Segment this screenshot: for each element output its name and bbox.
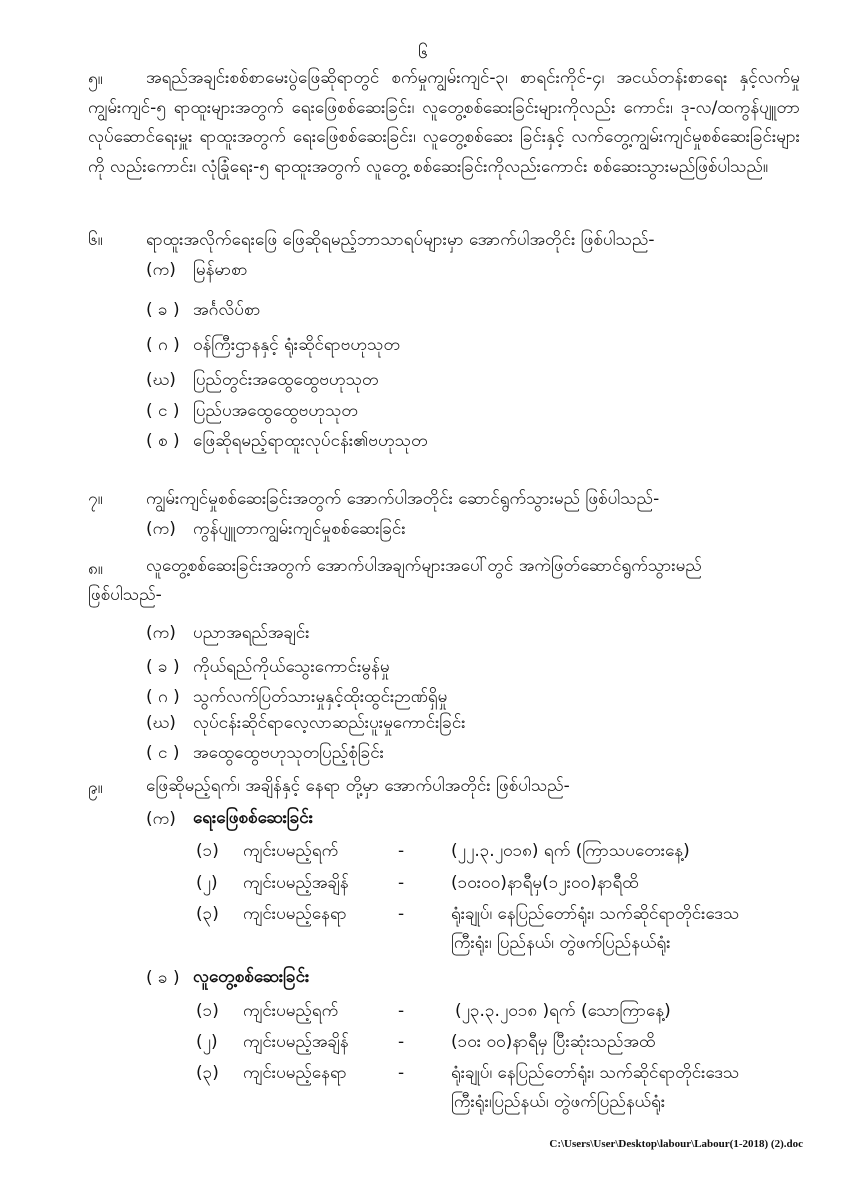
row-key: ကျင်းပမည့်အချိန် bbox=[243, 1032, 349, 1052]
list-item: သွက်လက်ပြတ်သားမှုနှင့်ထိုးထွင်းဉာဏ်ရှိမှု bbox=[193, 687, 448, 707]
row-key: ကျင်းပမည့်နေရာ bbox=[243, 904, 347, 924]
list-item: အင်္ဂလိပ်စာ bbox=[193, 300, 261, 320]
row-dash: - bbox=[398, 873, 405, 893]
para8-text-cont: ဖြစ်ပါသည်- bbox=[88, 585, 162, 605]
para9-number: ၉။ bbox=[88, 778, 103, 798]
row-dash: - bbox=[398, 1032, 405, 1052]
list-item-label: ( င ) bbox=[146, 743, 180, 763]
row-value-cont: ကြီးရုံး၊ ပြည်နယ်၊ တွဲဖက်ပြည်နယ်ရုံး bbox=[451, 933, 671, 953]
list-item-label: (ဃ) bbox=[146, 713, 176, 733]
row-key: ကျင်းပမည့်ရက် bbox=[243, 1001, 339, 1021]
list-item-label: ( စ ) bbox=[146, 431, 180, 451]
row-label: (၃) bbox=[196, 904, 219, 924]
list-item-label: ( ဂ ) bbox=[146, 687, 180, 707]
para6-text: ရာထူးအလိုက်ရေးဖြေ ဖြေဆိုရမည့်ဘာသာရပ်များမှာ အောက်ပါအတိုင်း ဖြစ်ပါသည်- bbox=[146, 230, 655, 250]
list-item: ကိုယ်ရည်ကိုယ်သွေးကောင်းမွန်မှု bbox=[193, 657, 390, 677]
list-item: ပြည်ပအထွေထွေဗဟုသုတ bbox=[193, 401, 358, 421]
list-item-label: ( ခ ) bbox=[146, 657, 180, 677]
list-item: လုပ်ငန်းဆိုင်ရာလေ့လာဆည်းပူးမှုကောင်းခြင်း bbox=[193, 713, 466, 733]
row-dash: - bbox=[398, 1063, 405, 1083]
para5-text: အရည်အချင်းစစ်စာမေးပွဲဖြေဆိုရာတွင် စက်မှုကျွမ်းကျင်-၃၊ စာရင်းကိုင်-၄၊ အငယ်တန်းစာရေး နှင့်လက်မှုကျွမ်းကျင်-၅ ရာထူးများအတွက် ရေးဖြေစစ်ဆေးခြင်း၊ လူတွေ့စစ်ဆေးခြင်းများကိုလည်း ကောင်း၊ ဒု-လ/ထကွန်ပျူတာလုပ်ဆောင်ရေးမှူး ရာထူးအတွက် ရေးဖြေစစ်ဆေးခြင်း၊ လူတွေ့စစ်ဆေး ခြင်းနှင့် လက်တွေ့ကျွမ်းကျင်မှုစစ်ဆေးခြင်းများကို လည်းကောင်း၊ လုံခြုံရေး-၅ ရာထူးအတွက် လူတွေ့ စစ်ဆေးခြင်းကိုလည်းကောင်း စစ်ဆေးသွားမည်ဖြစ်ပါသည်။ bbox=[88, 68, 800, 177]
row-value: (၂၃.၃.၂၀၁၈ )ရက် (သောကြာနေ့) bbox=[455, 1001, 671, 1021]
para8-number: ၈။ bbox=[88, 559, 103, 579]
para7-text: ကျွမ်းကျင်မှုစစ်ဆေးခြင်းအတွက် အောက်ပါအတိုင်း ဆောင်ရွက်သွားမည် ဖြစ်ပါသည်- bbox=[146, 489, 660, 509]
row-key: ကျင်းပမည့်ရက် bbox=[243, 841, 339, 861]
list-item: ကွန်ပျူတာကျွမ်းကျင်မှုစစ်ဆေးခြင်း bbox=[193, 519, 406, 539]
para6-number: ၆။ bbox=[88, 230, 103, 250]
section-title: လူတွေ့စစ်ဆေးခြင်း bbox=[193, 967, 310, 987]
row-label: (၁) bbox=[196, 841, 219, 861]
para7-number: ၇။ bbox=[88, 489, 103, 509]
list-item: ဝန်ကြီးဌာနနှင့် ရုံးဆိုင်ရာဗဟုသုတ bbox=[193, 335, 401, 355]
row-key: ကျင်းပမည့်အချိန် bbox=[243, 873, 349, 893]
list-item-label: ( ဂ ) bbox=[146, 335, 180, 355]
row-dash: - bbox=[398, 904, 405, 924]
section-label: ( ခ ) bbox=[146, 968, 180, 988]
row-value: (၁၀း၀၀)နာရီမှ(၁၂း၀၀)နာရီထိ bbox=[451, 873, 639, 893]
list-item-label: (က) bbox=[146, 623, 176, 643]
list-item: မြန်မာစာ bbox=[193, 260, 248, 280]
row-value-cont: ကြီးရုံး၊ပြည်နယ်၊ တွဲဖက်ပြည်နယ်ရုံး bbox=[451, 1092, 666, 1112]
row-label: (၁) bbox=[196, 1001, 219, 1021]
list-item: ပြည်တွင်းအထွေထွေဗဟုသုတ bbox=[193, 370, 379, 390]
para5-number: ၅။ bbox=[88, 69, 103, 89]
row-value: ရုံးချုပ်၊ နေပြည်တော်ရုံး၊ သက်ဆိုင်ရာတိုင်းဒေသ bbox=[451, 1063, 740, 1083]
page-number: ၆ bbox=[418, 42, 429, 63]
list-item: ပညာအရည်အချင်း bbox=[193, 623, 310, 643]
list-item: ဖြေဆိုရမည့်ရာထူးလုပ်ငန်း၏ဗဟုသုတ bbox=[193, 431, 428, 451]
para8-text: လူတွေ့စစ်ဆေးခြင်းအတွက် အောက်ပါအချက်များအပေါ်တွင် အကဲဖြတ်ဆောင်ရွက်သွားမည် bbox=[146, 556, 702, 576]
section-title: ရေးဖြေစစ်ဆေးခြင်း bbox=[193, 808, 314, 828]
row-value: (၂၂.၃.၂၀၁၈) ရက် (ကြာသပတေးနေ့) bbox=[451, 841, 690, 861]
list-item-label: (က) bbox=[146, 519, 176, 539]
list-item-label: (က) bbox=[146, 260, 176, 280]
row-dash: - bbox=[398, 1001, 405, 1021]
list-item-label: (ဃ) bbox=[146, 370, 176, 390]
list-item: အထွေထွေဗဟုသုတပြည့်စုံခြင်း bbox=[193, 743, 384, 763]
row-value: ရုံးချုပ်၊ နေပြည်တော်ရုံး၊ သက်ဆိုင်ရာတိုင်းဒေသ bbox=[451, 904, 740, 924]
list-item-label: ( ခ ) bbox=[146, 300, 180, 320]
para9-text: ဖြေဆိုမည့်ရက်၊ အချိန်နှင့် နေရာ တို့မှာ အောက်ပါအတိုင်း ဖြစ်ပါသည်- bbox=[146, 776, 570, 796]
row-label: (၃) bbox=[196, 1063, 219, 1083]
row-label: (၂) bbox=[196, 1032, 218, 1052]
section-label: (က) bbox=[146, 809, 176, 829]
row-label: (၂) bbox=[196, 873, 218, 893]
footer-file-path: C:\Users\User\Desktop\labour\Labour(1-2018) (2).doc bbox=[549, 1138, 803, 1150]
row-dash: - bbox=[398, 841, 405, 861]
list-item-label: ( င ) bbox=[146, 401, 180, 421]
row-key: ကျင်းပမည့်နေရာ bbox=[243, 1063, 347, 1083]
row-value: (၁၀း ၀၀)နာရီမှ ပြီးဆုံးသည်အထိ bbox=[451, 1032, 656, 1052]
